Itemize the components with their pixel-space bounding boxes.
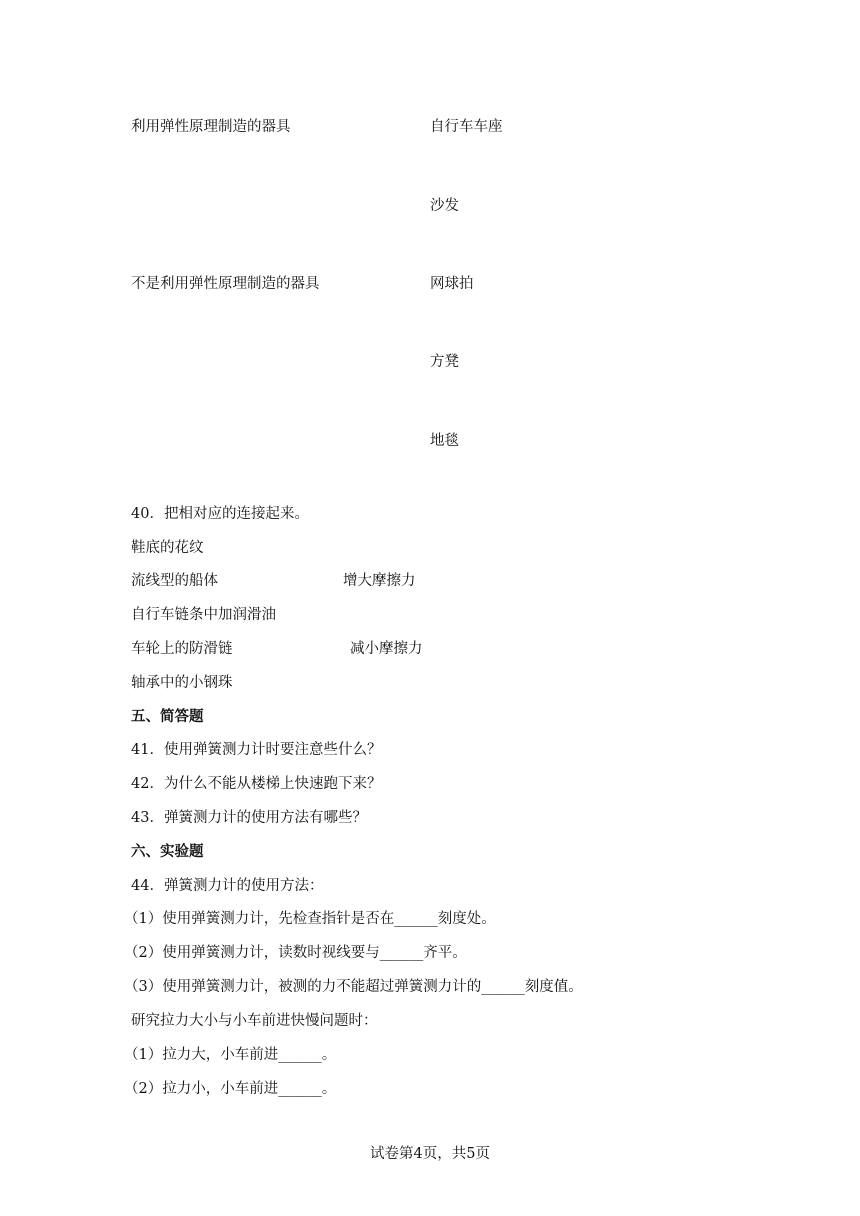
question-40-stem: 40．把相对应的连接起来。 — [131, 506, 309, 522]
q40-left-item: 鞋底的花纹 — [131, 540, 204, 556]
q40-left-item: 轴承中的小钢珠 — [131, 675, 233, 691]
page-footer: 试卷第4页，共5页 — [370, 1146, 490, 1162]
q40-left-item: 自行车链条中加润滑油 — [131, 607, 276, 623]
match1-right-item: 沙发 — [430, 198, 459, 214]
section-5-title: 五、简答题 — [131, 708, 204, 725]
match1-left-elastic: 利用弹性原理制造的器具 — [131, 119, 291, 135]
q40-left-item: 车轮上的防滑链 — [131, 641, 233, 657]
q44-item: （3）使用弹簧测力计，被测的力不能超过弹簧测力计的______刻度值。 — [124, 979, 583, 995]
match1-right-item: 自行车车座 — [430, 119, 503, 135]
question-42: 42．为什么不能从楼梯上快速跑下来？ — [131, 776, 382, 792]
q44-item: （1）使用弹簧测力计，先检查指针是否在______刻度处。 — [124, 911, 496, 927]
question-41: 41．使用弹簧测力计时要注意些什么？ — [131, 742, 382, 758]
match1-right-item: 地毯 — [430, 433, 459, 449]
q44-item: （2）使用弹簧测力计，读数时视线要与______齐平。 — [124, 945, 467, 961]
match1-left-non-elastic: 不是利用弹性原理制造的器具 — [131, 276, 320, 292]
q40-right-item: 减小摩擦力 — [350, 641, 423, 657]
match1-right-item: 网球拍 — [430, 276, 474, 292]
research-stem: 研究拉力大小与小车前进快慢问题时： — [131, 1013, 378, 1029]
q40-left-item: 流线型的船体 — [131, 573, 218, 589]
research-item: （1）拉力大，小车前进______。 — [124, 1047, 337, 1063]
section-6-title: 六、实验题 — [131, 843, 204, 860]
match1-right-item: 方凳 — [430, 354, 459, 370]
question-44-stem: 44．弹簧测力计的使用方法： — [131, 878, 324, 894]
q40-right-item: 增大摩擦力 — [343, 573, 416, 589]
question-43: 43．弹簧测力计的使用方法有哪些？ — [131, 810, 367, 826]
research-item: （2）拉力小，小车前进______。 — [124, 1081, 337, 1097]
